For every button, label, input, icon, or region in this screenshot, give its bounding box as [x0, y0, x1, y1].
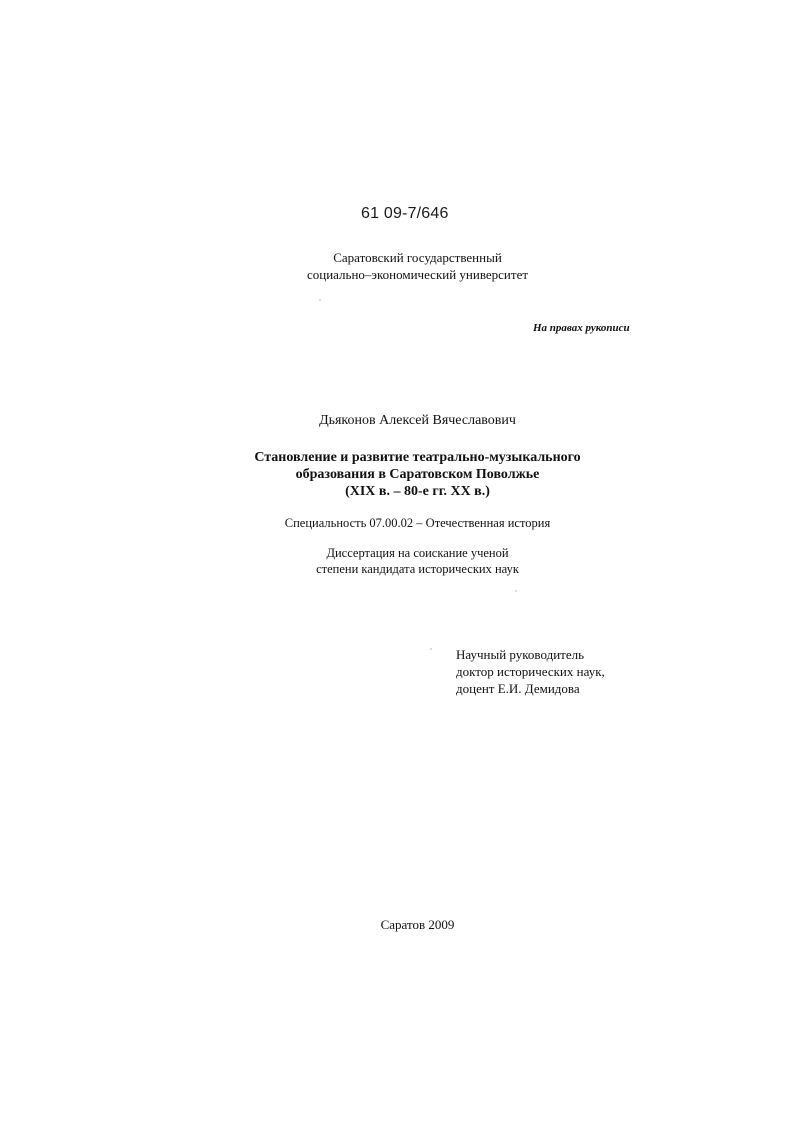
degree-line-1: Диссертация на соискание ученой: [326, 546, 509, 560]
degree-statement: [0, 545, 795, 577]
title-line-2: образования в Саратовском Поволжье: [295, 467, 540, 482]
advisor-line-1: Научный руководитель: [456, 647, 585, 662]
dissertation-title: [0, 449, 795, 500]
advisor-line-3: доцент Е.И. Демидова: [456, 681, 580, 696]
university-name: [0, 249, 795, 283]
university-line-2: социально–экономический университет: [306, 267, 529, 282]
scan-speck: [430, 648, 432, 650]
title-line-3: (XIX в. – 80-е гг. XX в.): [345, 484, 490, 499]
manuscript-rights-note: На правах рукописи: [533, 322, 630, 334]
scan-speck: [515, 590, 517, 592]
city-and-year: Саратов 2009: [380, 917, 455, 932]
scan-speck: [319, 299, 321, 301]
archive-stamp-number: 61 09-7/646: [361, 205, 449, 222]
title-line-1: Становление и развитие театрально-музыкального: [254, 450, 581, 465]
author-name: Дьяконов Алексей Вячеславович: [319, 413, 516, 428]
degree-line-2: степени кандидата исторических наук: [316, 562, 519, 576]
advisor-line-2: доктор исторических наук,: [456, 664, 605, 679]
university-line-1: Саратовский государственный: [333, 250, 502, 265]
scientific-advisor: [456, 646, 605, 697]
specialty: Специальность 07.00.02 – Отечественная история: [284, 516, 551, 530]
